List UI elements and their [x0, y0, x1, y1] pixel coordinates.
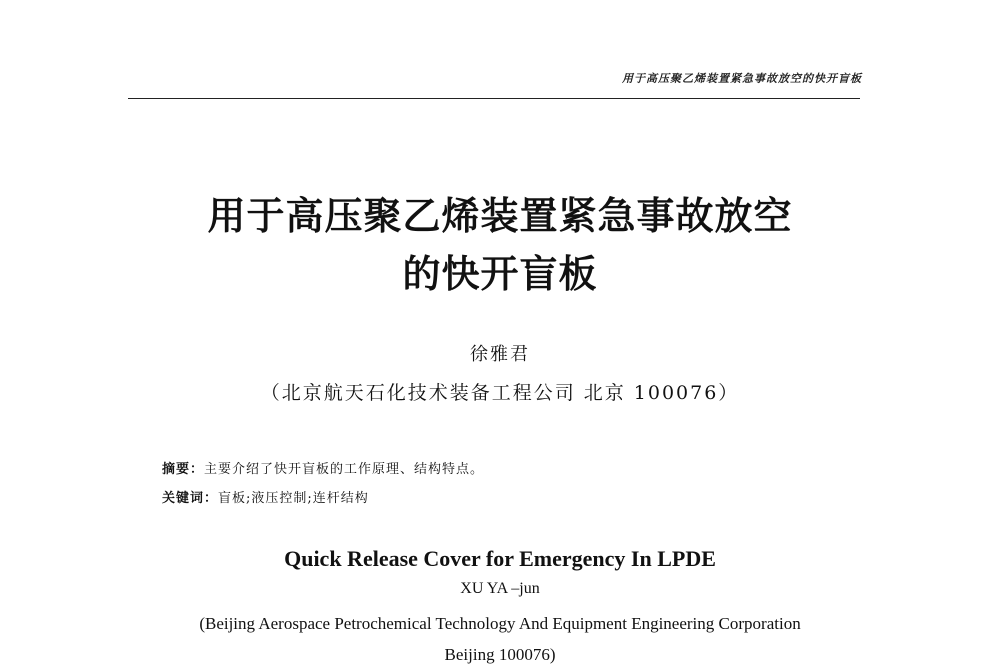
- english-title: Quick Release Cover for Emergency In LPDE: [284, 546, 716, 571]
- header-rule: [128, 98, 860, 99]
- paper-title-line-1: 用于高压聚乙烯装置紧急事故放空: [207, 193, 793, 238]
- author-affiliation: （北京航天石化技术装备工程公司 北京 100076）: [260, 382, 740, 404]
- abstract: [162, 458, 484, 477]
- abstract-text: 主要介绍了快开盲板的工作原理、结构特点。: [204, 462, 485, 477]
- author-name: 徐雅君: [470, 344, 530, 365]
- keywords-label: 关键词：: [162, 491, 219, 506]
- english-affiliation-line-2: Beijing 100076): [444, 645, 556, 664]
- running-header: 用于高压聚乙烯装置紧急事故放空的快开盲板: [622, 72, 862, 85]
- abstract-label: 摘要：: [162, 462, 205, 477]
- english-author: XU YA –jun: [460, 580, 540, 597]
- keywords-text: 盲板;液压控制;连杆结构: [218, 491, 369, 506]
- english-affiliation-line-1: (Beijing Aerospace Petrochemical Technology And Equipment Engineering Corporation: [199, 614, 801, 633]
- paper-title-line-2: 的快开盲板: [402, 251, 598, 296]
- keywords: [162, 487, 369, 506]
